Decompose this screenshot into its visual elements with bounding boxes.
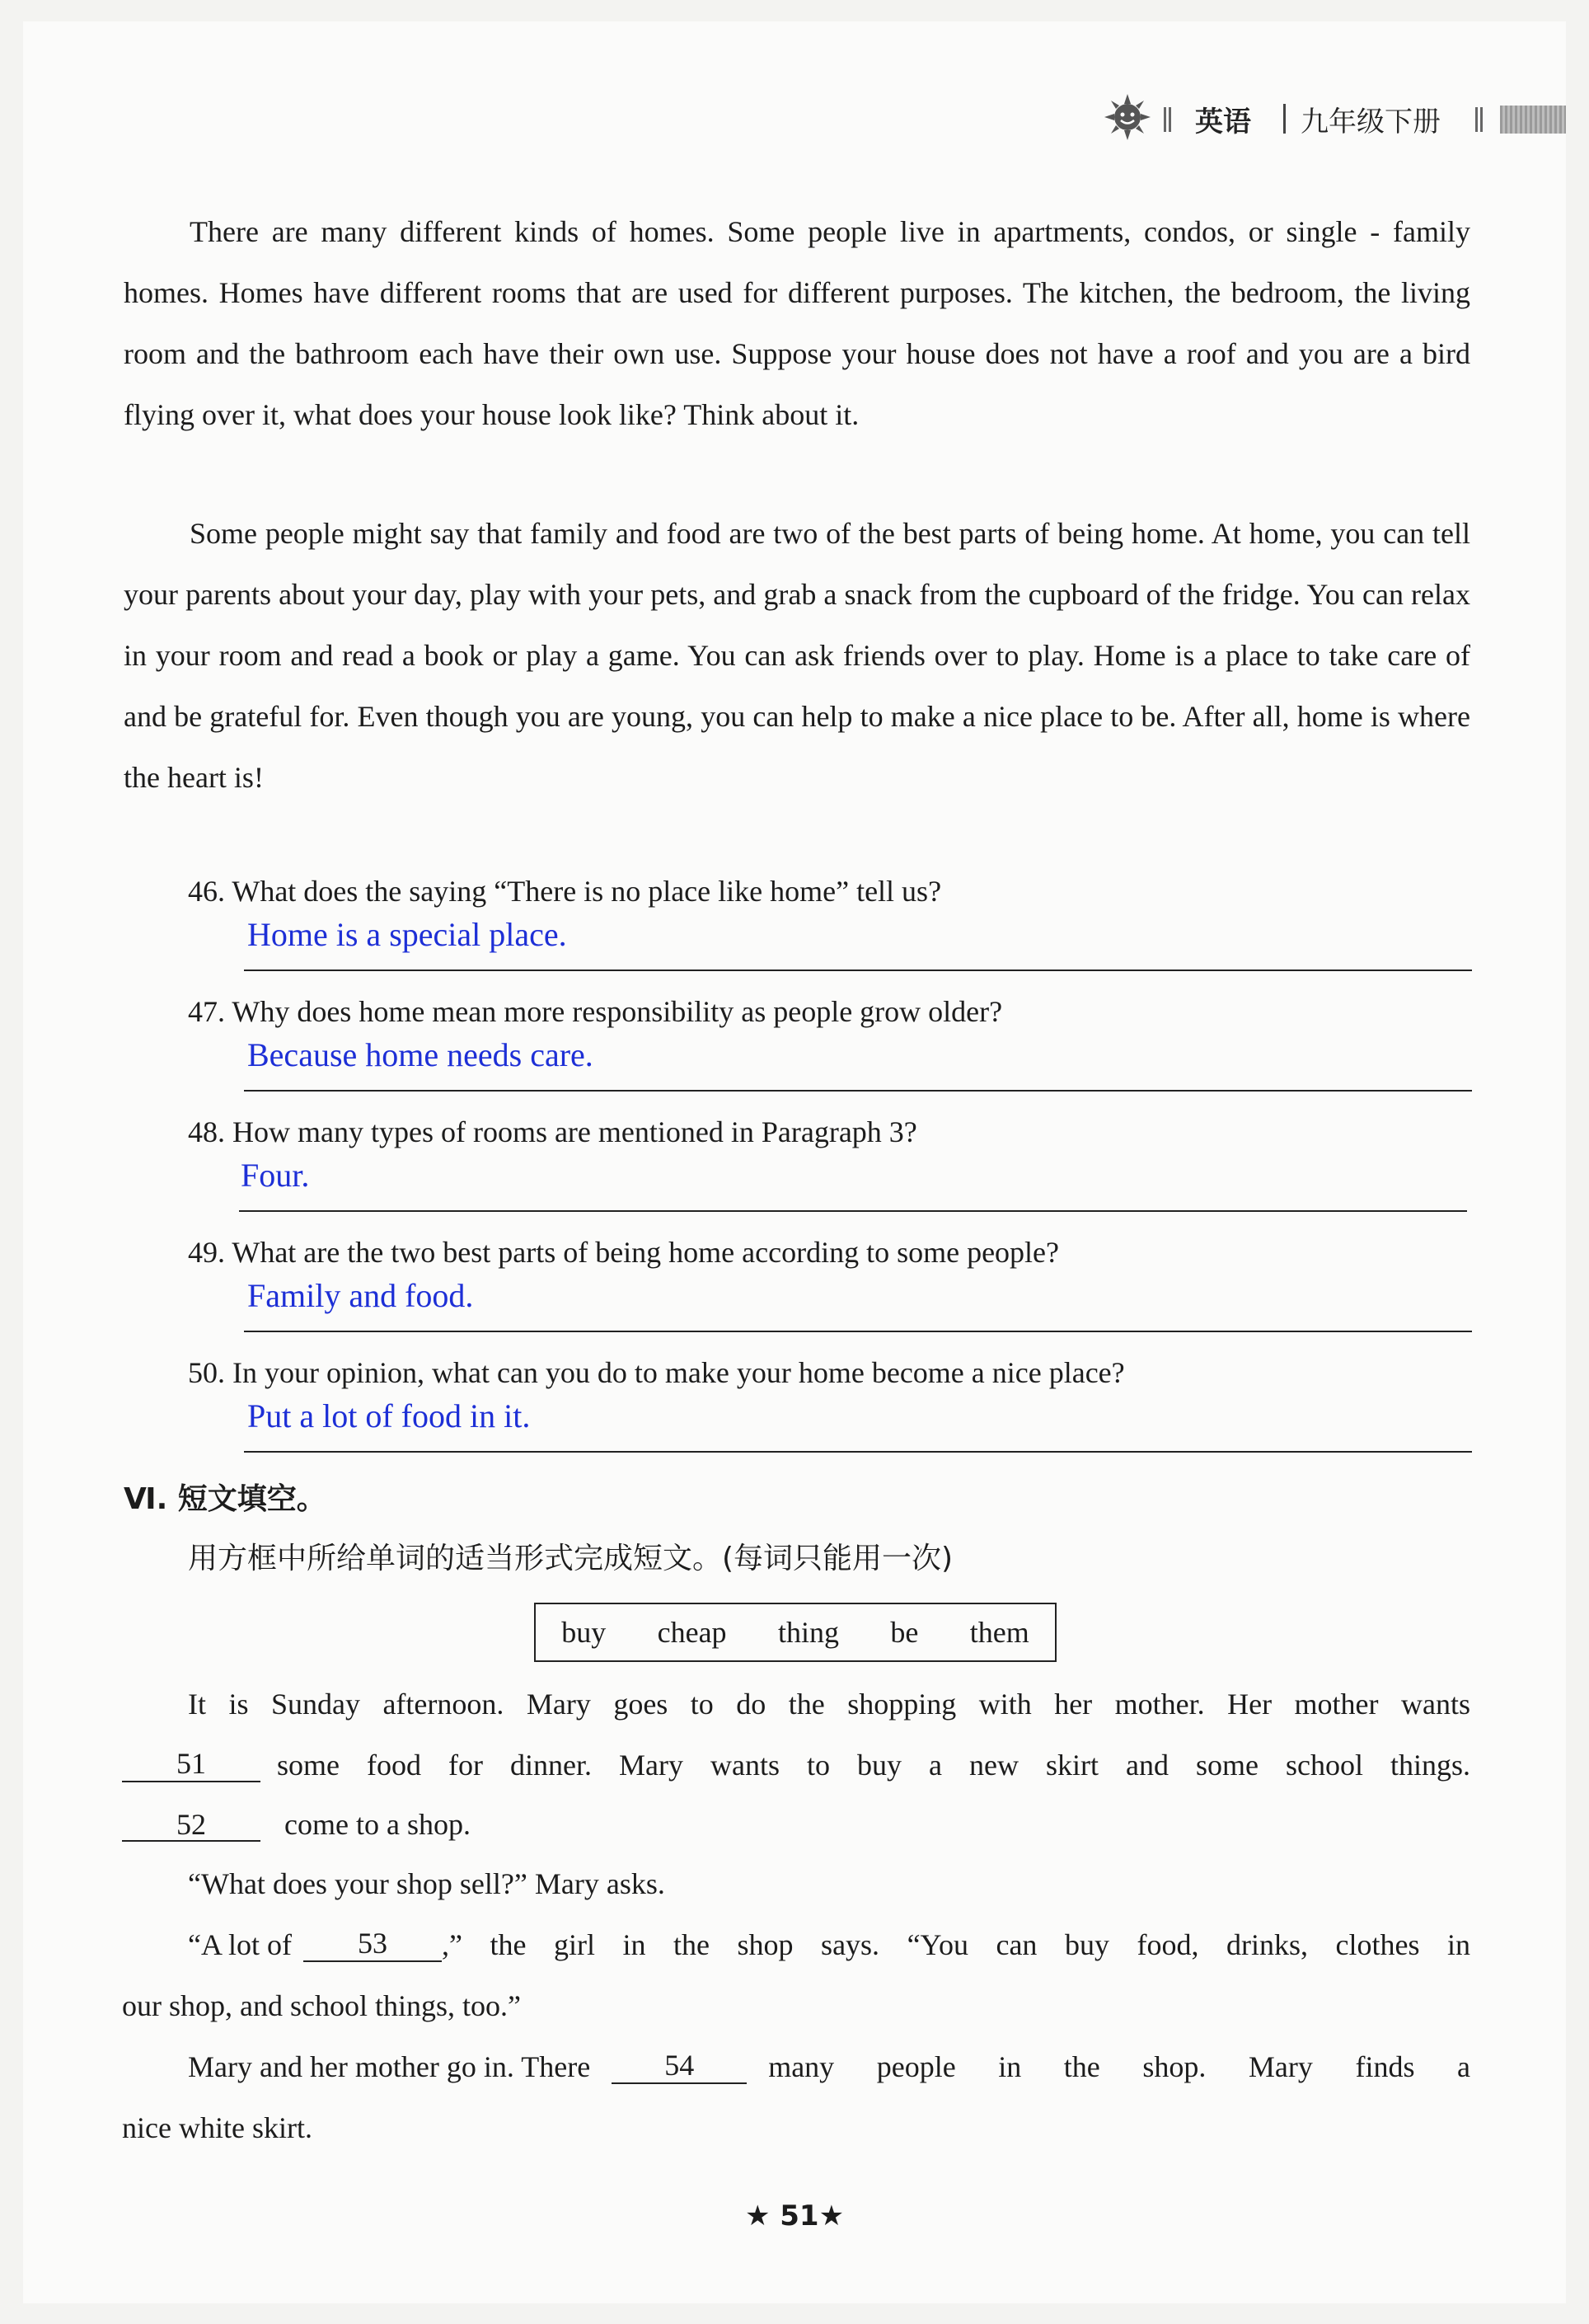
cloze-line-4: “What does your shop sell?” Mary asks. <box>188 1867 665 1900</box>
blank-51[interactable]: 51 <box>122 1748 260 1782</box>
question-47: 47. Why does home mean more responsibility as people grow older? <box>188 995 1003 1028</box>
word-box-item: be <box>890 1616 919 1649</box>
word-box-item: buy <box>561 1616 607 1649</box>
question-48: 48. How many types of rooms are mentioned in Paragraph 3? <box>188 1115 917 1148</box>
blank-52[interactable]: 52 <box>122 1809 260 1842</box>
header-bars-right <box>1475 107 1485 132</box>
answer-line-46 <box>244 970 1472 971</box>
cloze-line-7 <box>188 2049 1470 2084</box>
word-box-item: them <box>969 1616 1029 1649</box>
word-box-item: thing <box>777 1616 839 1649</box>
page-number: ★ 51★ <box>744 2200 845 2232</box>
header-bars-left <box>1164 107 1174 132</box>
cloze-line-6: our shop, and school things, too.” <box>122 1989 521 2022</box>
blank-53[interactable]: 53 <box>303 1927 442 1962</box>
section-title: Ⅵ. 短文填空。 <box>124 1482 326 1516</box>
answer-48: Four. <box>241 1157 310 1194</box>
question-46: 46. What does the saying “There is no place like home” tell us? <box>188 875 942 908</box>
answer-50: Put a lot of food in it. <box>247 1397 531 1434</box>
answer-line-47 <box>244 1090 1472 1092</box>
answer-49: Family and food. <box>247 1277 474 1314</box>
word-box-item: cheap <box>657 1616 727 1649</box>
cloze-line-5 <box>188 1927 1470 1962</box>
sun-mascot-icon <box>1104 94 1151 140</box>
cloze-line-3 <box>122 1807 471 1842</box>
page-header <box>1104 91 1566 143</box>
cloze-line-5-start: “A lot of <box>188 1928 292 1961</box>
header-subject: 英语 <box>1195 106 1251 139</box>
header-divider <box>1283 104 1286 134</box>
passage-paragraph-3: There are many different kinds of homes. Some people live in apartments, condos, or single - family homes. Homes have different rooms that are used for different purposes. The kitchen, the bedroom, the living room and the bathroom each have their own use. Suppose your house does not have a roof and you are a bird flying over it, what does your house look like? Think about it. <box>124 215 1470 431</box>
answer-line-50 <box>244 1451 1472 1453</box>
answer-46: Home is a special place. <box>247 916 567 953</box>
cloze-line-2 <box>122 1748 1470 1782</box>
question-49: 49. What are the two best parts of being home according to some people? <box>188 1236 1060 1269</box>
section-instruction: 用方框中所给单词的适当形式完成短文。(每词只能用一次) <box>188 1542 954 1575</box>
answer-47: Because home needs care. <box>247 1036 593 1073</box>
header-block <box>1500 106 1566 134</box>
question-50: 50. In your opinion, what can you do to make your home become a nice place? <box>188 1356 1125 1389</box>
passage-paragraph-4: Some people might say that family and food are two of the best parts of being home. At home, you can tell your parents about your day, play with your pets, and grab a snack from the cupboard of the fridge. You can relax in your room and read a book or play a game. You can ask friends over to play. Home is a place to take care of and be grateful for. Even though you are young, you can help to make a nice place to be. After all, home is where the heart is! <box>124 517 1470 794</box>
cloze-line-1: It is Sunday afternoon. Mary goes to do the shopping with her mother. Her mother wants <box>188 1688 1470 1721</box>
cloze-line-5-end: ,” the girl in the shop says. “You can buy food, drinks, clothes in <box>441 1928 1470 1961</box>
cloze-line-2-text: some food for dinner. Mary wants to buy a new skirt and some school things. <box>277 1749 1470 1782</box>
header-grade: 九年级下册 <box>1301 106 1441 139</box>
answer-line-49 <box>244 1331 1472 1332</box>
cloze-line-7-start: Mary and her mother go in. There <box>188 2050 591 2083</box>
blank-54[interactable]: 54 <box>612 2049 747 2084</box>
answer-line-48 <box>239 1210 1467 1212</box>
word-box <box>534 1603 1057 1662</box>
cloze-line-7-end: many people in the shop. Mary finds a <box>768 2050 1470 2083</box>
cloze-line-8: nice white skirt. <box>122 2111 312 2144</box>
cloze-line-3-text: come to a shop. <box>284 1808 471 1841</box>
